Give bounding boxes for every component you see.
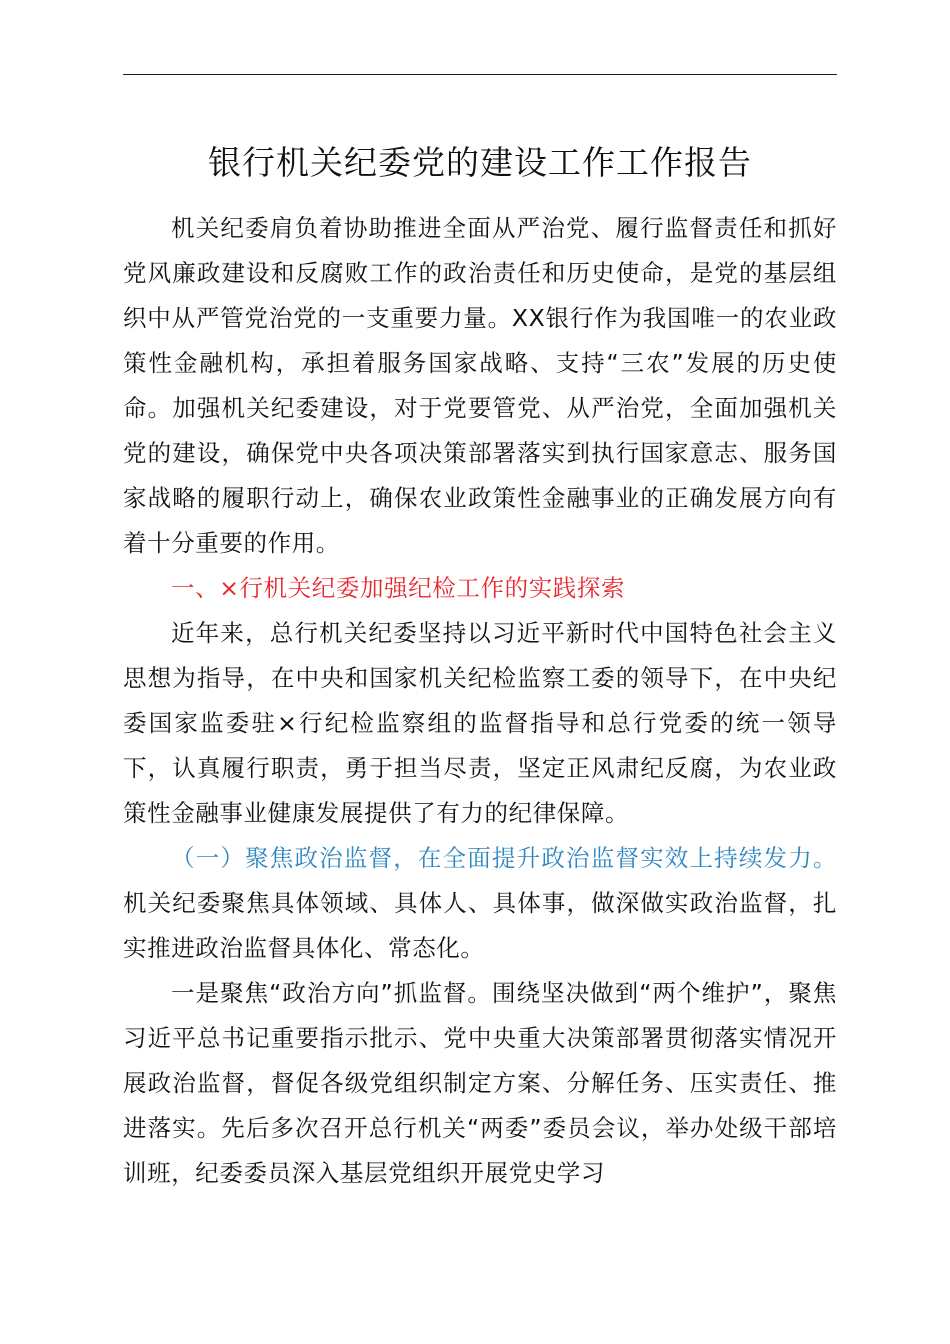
subsection-heading-1: （一）聚焦政治监督，在全面提升政治监督实效上持续发力。: [171, 844, 837, 872]
paragraph-political-direction: 一是聚焦“政治方向”抓监督。围绕坚决做到“两个维护”，聚焦习近平总书记重要指示批示、党中央重大决策部署贯彻落实情况开展政治监督，督促各级党组织制定方案、分解任务、压实责任、推进落实。先后多次召开总行机关“两委”委员会议，举办处级干部培训班，纪委委员深入基层党组织开展党史学习: [123, 979, 837, 1187]
header-rule: [123, 74, 837, 75]
paragraph-recent-years: 近年来，总行机关纪委坚持以习近平新时代中国特色社会主义思想为指导，在中央和国家机关纪检监察工委的领导下，在中央纪委国家监委驻×行纪检监察组的监督指导和总行党委的统一领导下，认真履行职责，勇于担当尽责，坚定正风肃纪反腐，为农业政策性金融事业健康发展提供了有力的纪律保障。: [123, 619, 837, 827]
paragraph-intro: 机关纪委肩负着协助推进全面从严治党、履行监督责任和抓好党风廉政建设和反腐败工作的政治责任和历史使命，是党的基层组织中从严管党治党的一支重要力量。XX银行作为我国唯一的农业政策性金融机构，承担着服务国家战略、支持“三农”发展的历史使命。加强机关纪委建设，对于党要管党、从严治党，全面加强机关党的建设，确保党中央各项决策部署落实到执行国家意志、服务国家战略的履职行动上，确保农业政策性金融事业的正确发展方向有着十分重要的作用。: [123, 214, 837, 557]
document-title: 银行机关纪委党的建设工作工作报告: [208, 143, 752, 182]
paragraph-political-supervision-text: 机关纪委聚焦具体领域、具体人、具体事，做深做实政治监督，扎实推进政治监督具体化、常态化。: [123, 889, 837, 962]
section-heading-1: 一、×行机关纪委加强纪检工作的实践探索: [171, 574, 626, 602]
document-body: [123, 206, 837, 1196]
paragraph-political-supervision: [123, 836, 837, 971]
